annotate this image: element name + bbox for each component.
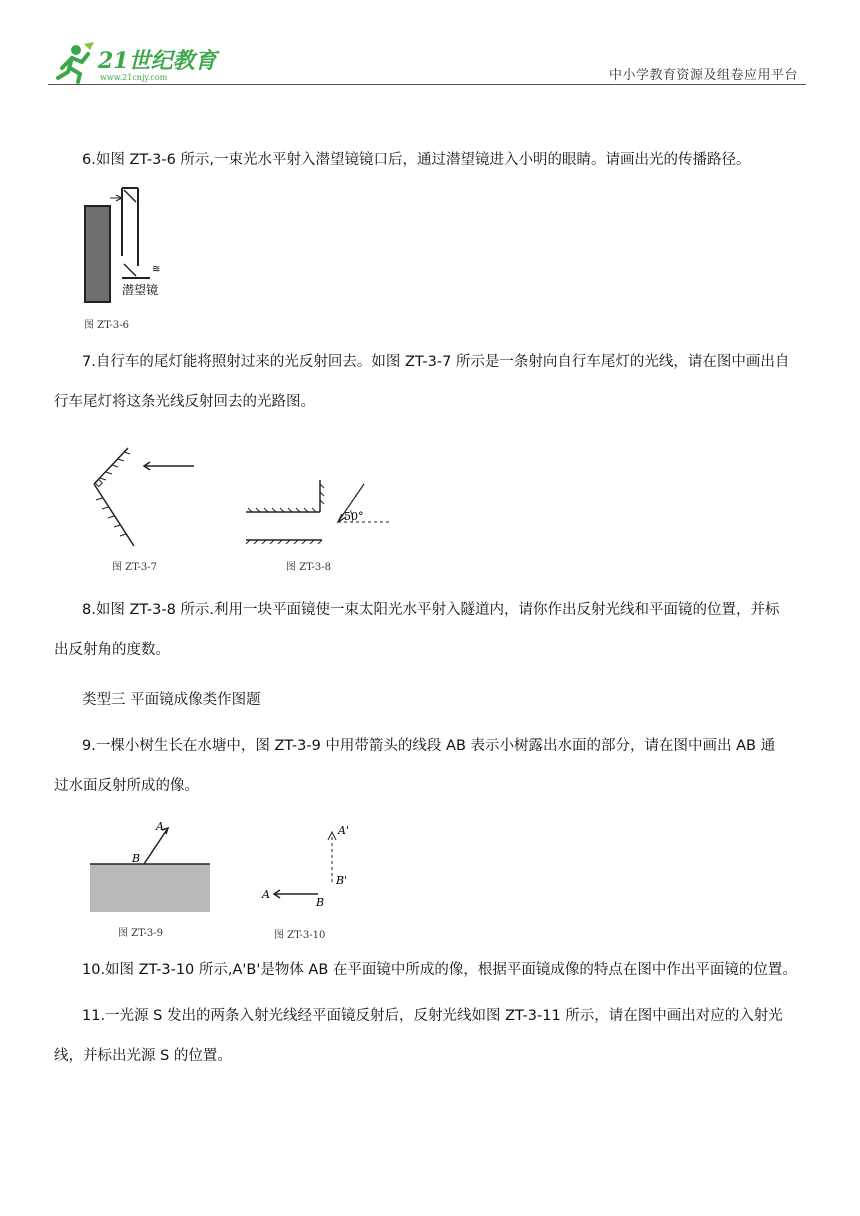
periscope-label: 潜望镜 xyxy=(122,283,159,297)
header-divider xyxy=(48,84,806,85)
question-7-text-line1: 7.自行车的尾灯能将照射过来的光反射回去。如图 ZT-3-7 所示是一条射向自行车尾灯的光线，请在图中画出自 xyxy=(82,354,790,370)
figure-zt-3-6 xyxy=(80,186,190,336)
figure-zt-3-7 xyxy=(78,446,208,578)
figure-zt-3-9 xyxy=(86,816,216,944)
question-8-text-line1: 8.如图 ZT-3-8 所示.利用一块平面镜使一束太阳光水平射入隧道内，请你作出反射光线和平面镜的位置，并标 xyxy=(82,602,780,618)
figure-9-caption: 图 ZT-3-9 xyxy=(118,928,163,939)
question-11 xyxy=(54,996,810,1076)
figure-zt-3-8 xyxy=(240,470,400,578)
label-b-prime: B' xyxy=(336,874,348,887)
question-9-text-line2: 过水面反射所成的像。 xyxy=(54,778,199,794)
question-9-text-line1: 9.一棵小树生长在水塘中，图 ZT-3-9 中用带箭头的线段 AB 表示小树露出水面的部分，请在图中画出 AB 通 xyxy=(82,738,776,754)
logo-url-text: www.21cnjy.com xyxy=(100,73,168,82)
label-a-10: A xyxy=(262,888,270,901)
question-6 xyxy=(54,140,810,180)
figure-6-caption: 图 ZT-3-6 xyxy=(84,320,129,331)
figure-zt-3-10 xyxy=(256,816,396,944)
site-logo xyxy=(48,38,228,86)
figure-10-caption: 图 ZT-3-10 xyxy=(274,930,326,941)
figure-7-caption: 图 ZT-3-7 xyxy=(112,562,157,573)
label-b-10: B xyxy=(316,896,325,909)
question-7 xyxy=(54,342,810,422)
svg-text:≋: ≋ xyxy=(152,264,161,275)
logo-text: 21世纪教育 xyxy=(98,48,217,74)
platform-name: 中小学教育资源及组卷应用平台 xyxy=(608,68,798,83)
figure-8-caption: 图 ZT-3-8 xyxy=(286,562,331,573)
question-10 xyxy=(54,950,810,990)
question-6-text: 6.如图 ZT-3-6 所示,一束光水平射入潜望镜镜口后，通过潜望镜进入小明的眼睛。请画出光的传播路径。 xyxy=(82,152,751,168)
question-8 xyxy=(54,590,810,670)
section-3-title xyxy=(54,680,810,720)
angle-label-50: 50° xyxy=(344,510,364,523)
question-11-text-line2: 线，并标出光源 S 的位置。 xyxy=(54,1048,232,1064)
question-10-text: 10.如图 ZT-3-10 所示,A'B'是物体 AB 在平面镜中所成的像，根据平面镜成像的特点在图中作出平面镜的位置。 xyxy=(82,962,797,978)
section-title-text: 类型三 平面镜成像类作图题 xyxy=(82,692,261,708)
question-9 xyxy=(54,726,810,806)
label-b: B xyxy=(132,852,141,865)
runner-logo-icon xyxy=(48,38,228,86)
question-11-text-line1: 11.一光源 S 发出的两条入射光线经平面镜反射后，反射光线如图 ZT-3-11 所示，请在图中画出对应的入射光 xyxy=(82,1008,783,1024)
question-8-text-line2: 出反射角的度数。 xyxy=(54,642,170,658)
label-a-prime: A' xyxy=(338,824,349,837)
question-7-text-line2: 行车尾灯将这条光线反射回去的光路图。 xyxy=(54,394,315,410)
label-a: A xyxy=(156,820,164,833)
